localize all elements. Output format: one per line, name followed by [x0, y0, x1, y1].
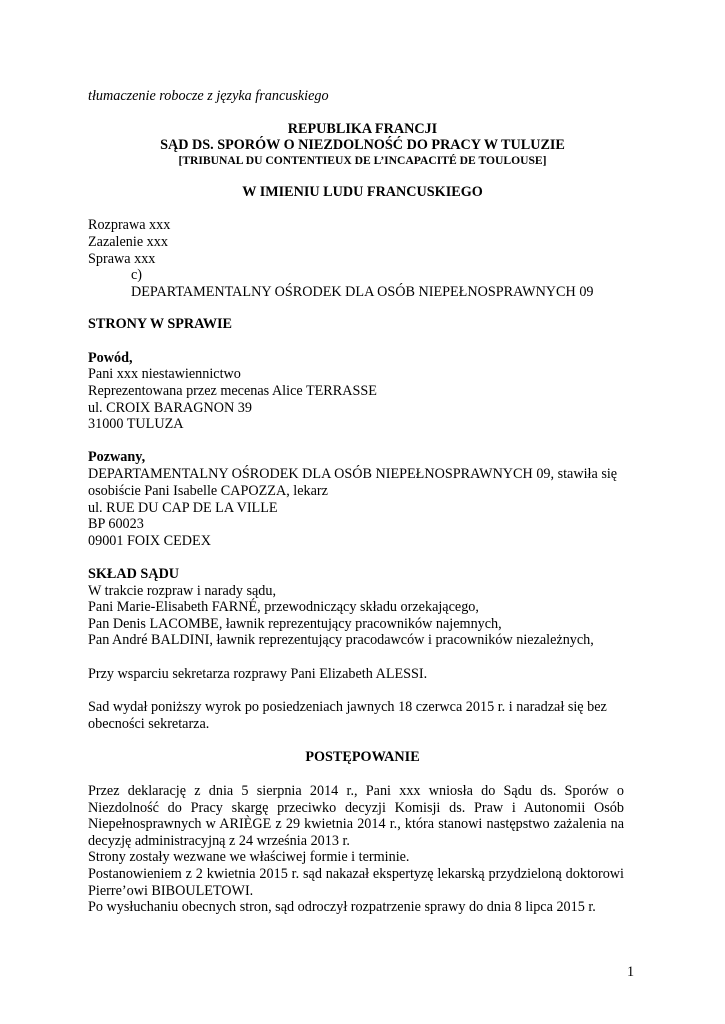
republic-title: REPUBLIKA FRANCJI	[287, 121, 438, 137]
defendant-heading: Pozwany,	[88, 449, 146, 465]
defendant-line: ul. RUE DU CAP DE LA VILLE	[88, 500, 278, 516]
complaint-number: Zazalenie xxx	[88, 234, 168, 250]
court-name: SĄD DS. SPORÓW O NIEZDOLNOŚĆ DO PRACY W TULUZIE	[160, 137, 565, 153]
composition-line: Pani Marie-Elisabeth FARNÉ, przewodniczący składu orzekającego,	[88, 599, 479, 615]
paragraph-line: Przez deklarację z dnia 5 sierpnia 2014 r., Pani xxx wniosła do Sądu ds. Sporów o	[88, 783, 624, 799]
versus-marker: c)	[131, 267, 143, 283]
page-number: 1	[627, 964, 635, 980]
hearing-number: Rozprawa xxx	[88, 217, 171, 233]
parties-heading: STRONY W SPRAWIE	[88, 316, 233, 332]
proceedings-heading: POSTĘPOWANIE	[305, 749, 420, 765]
order-line: Pierre’owi BIBOULETOWI.	[88, 882, 254, 899]
proceedings-paragraph	[88, 783, 624, 849]
plaintiff-line: Reprezentowana przez mecenas Alice TERRASSE	[88, 383, 377, 399]
paragraph-line: decyzję administracyjną z 24 września 2013 r.	[88, 832, 350, 849]
plaintiff-line: 31000 TULUZA	[88, 416, 184, 432]
paragraph-line: Niezdolność do Pracy skargę przeciwko decyzji Komisji ds. Praw i Autonomii Osób	[88, 799, 624, 816]
composition-line: W trakcie rozpraw i narady sądu,	[88, 583, 277, 599]
matter-number: Sprawa xxx	[88, 251, 156, 267]
composition-line: Pan Denis LACOMBE, ławnik reprezentujący pracowników najemnych,	[88, 616, 502, 632]
translation-note: tłumaczenie robocze z języka francuskiego	[88, 88, 329, 104]
plaintiff-heading: Powód,	[88, 350, 133, 366]
court-composition-heading: SKŁAD SĄDU	[88, 566, 180, 582]
composition-line: Pan André BALDINI, ławnik reprezentujący pracodawców i pracowników niezależnych,	[88, 632, 594, 648]
defendant-line: osobiście Pani Isabelle CAPOZZA, lekarz	[88, 483, 328, 499]
clerk-line: Przy wsparciu sekretarza rozprawy Pani Elizabeth ALESSI.	[88, 666, 428, 682]
defendant-line: DEPARTAMENTALNY OŚRODEK DLA OSÓB NIEPEŁNOSPRAWNYCH 09, stawiła się	[88, 466, 618, 482]
judgment-line: Sad wydał poniższy wyrok po posiedzeniach jawnych 18 czerwca 2015 r. i naradzał się bez	[88, 699, 607, 715]
court-name-french: [TRIBUNAL DU CONTENTIEUX DE L’INCAPACITÉ DE TOULOUSE]	[178, 154, 547, 167]
judgment-line: obecności sekretarza.	[88, 716, 210, 732]
summoned-line: Strony zostały wezwane we właściwej formie i terminie.	[88, 849, 410, 865]
plaintiff-line: Pani xxx niestawiennictwo	[88, 366, 241, 382]
adjourned-line: Po wysłuchaniu obecnych stron, sąd odroczył rozpatrzenie sprawy do dnia 8 lipca 2015 r.	[88, 899, 596, 915]
respondent-line: DEPARTAMENTALNY OŚRODEK DLA OSÓB NIEPEŁNOSPRAWNYCH 09	[131, 284, 594, 300]
order-line: Postanowieniem z 2 kwietnia 2015 r. sąd nakazał ekspertyzę lekarską przydzieloną doktorowi	[88, 866, 624, 882]
defendant-line: BP 60023	[88, 516, 144, 532]
in-the-name-heading: W IMIENIU LUDU FRANCUSKIEGO	[242, 184, 483, 200]
order-paragraph	[88, 866, 624, 899]
paragraph-line: Niepełnosprawnych w ARIÈGE z 29 kwietnia 2014 r., która stanowi następstwo zażalenia na	[88, 816, 624, 832]
plaintiff-line: ul. CROIX BARAGNON 39	[88, 400, 252, 416]
defendant-line: 09001 FOIX CEDEX	[88, 533, 211, 549]
